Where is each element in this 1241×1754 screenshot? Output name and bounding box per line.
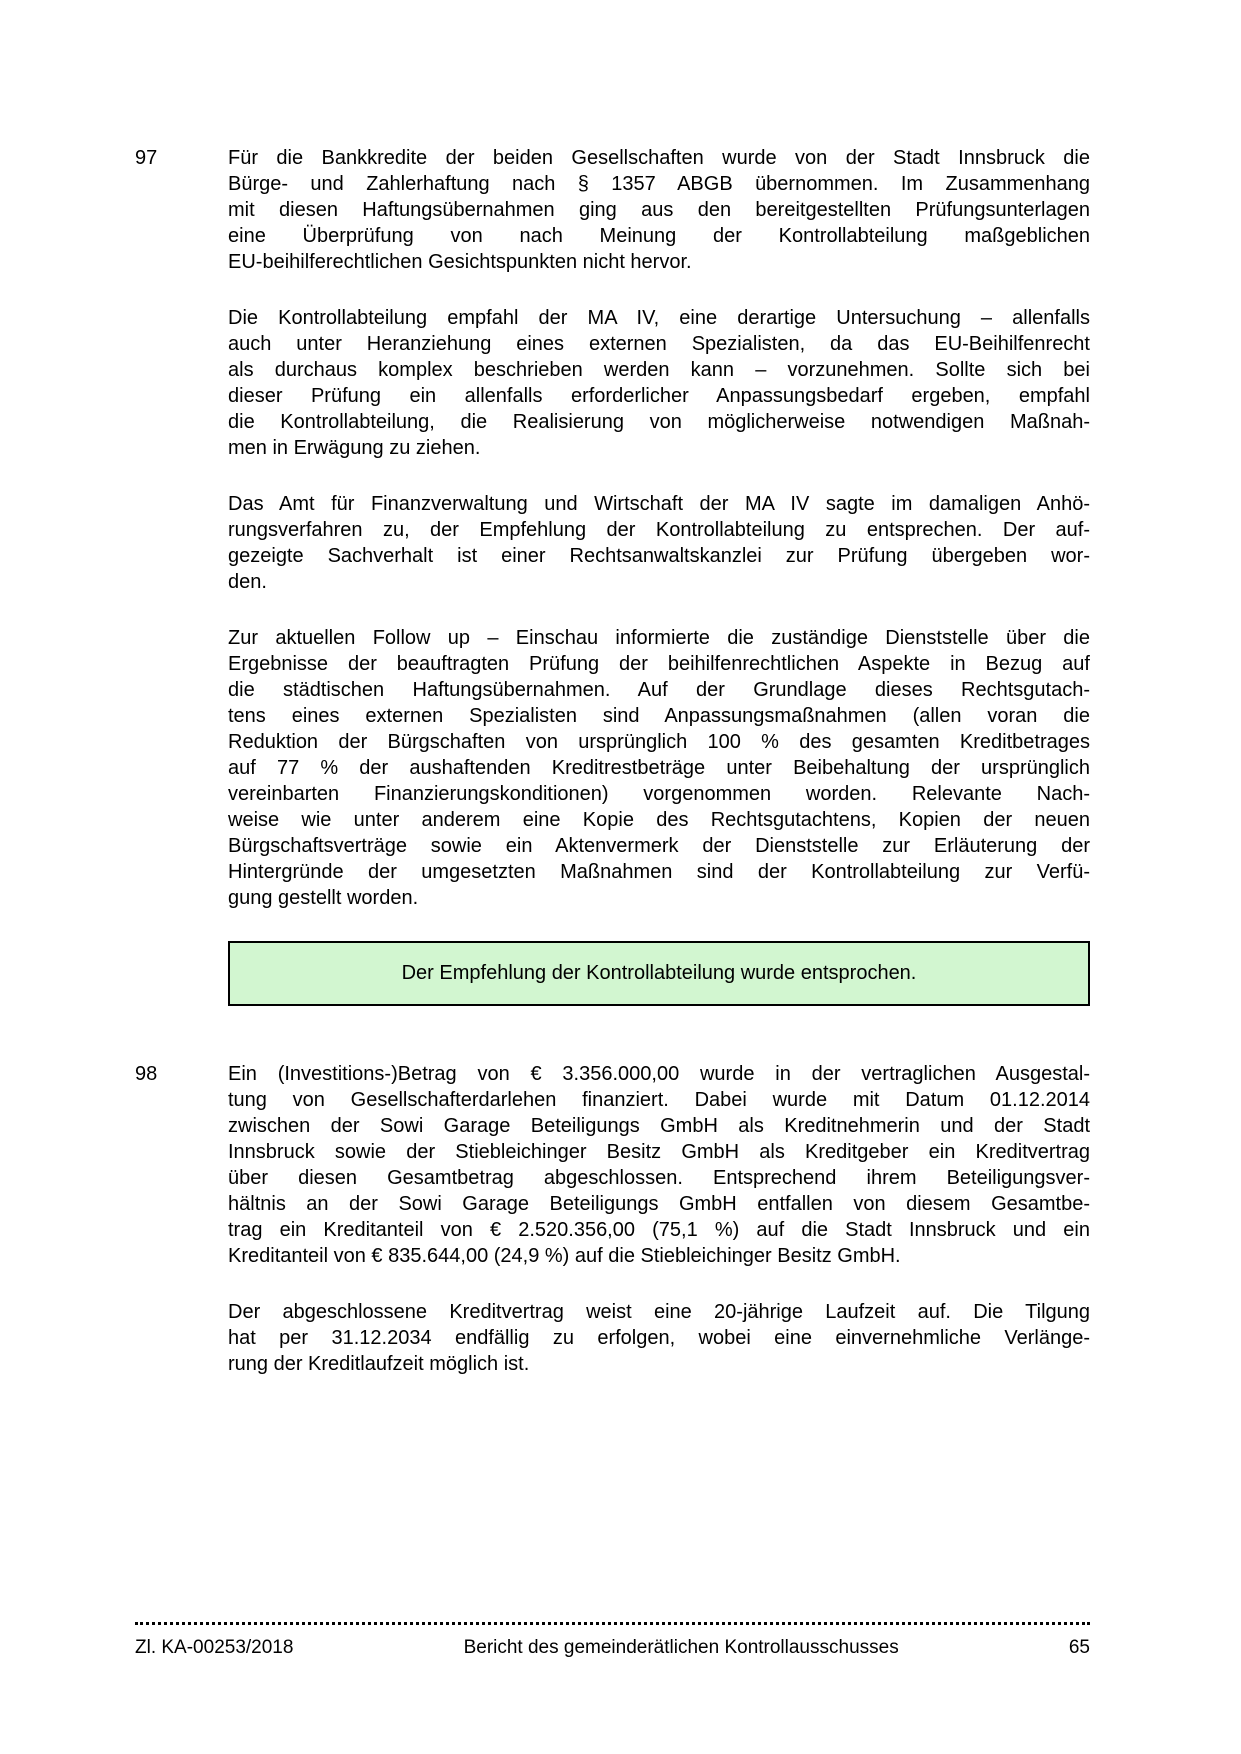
text-line: gezeigte Sachverhalt ist einer Rechtsanwaltskanzlei zur Prüfung übergeben wor- [228, 545, 1090, 567]
text-line: weise wie unter anderem eine Kopie des Rechtsgutachtens, Kopien der neuen [228, 809, 1090, 831]
text-line: tens eines externen Spezialisten sind Anpassungsmaßnahmen (allen voran die [228, 705, 1090, 727]
text-line: dieser Prüfung ein allenfalls erforderlicher Anpassungsbedarf ergeben, empfahl [228, 385, 1090, 407]
text-line: hältnis an der Sowi Garage Beteiligungs GmbH entfallen von diesem Gesamtbe- [228, 1193, 1090, 1215]
text-line: Hintergründe der umgesetzten Maßnahmen sind der Kontrollabteilung zur Verfü- [228, 861, 1090, 883]
text-line: Der abgeschlossene Kreditvertrag weist eine 20-jährige Laufzeit auf. Die Tilgung [228, 1301, 1090, 1323]
text-line: eine Überprüfung von nach Meinung der Kontrollabteilung maßgeblichen [228, 225, 1090, 247]
text-line: men in Erwägung zu ziehen. [228, 437, 481, 459]
paragraph [228, 1299, 1090, 1377]
text-line: gung gestellt worden. [228, 887, 419, 909]
section-98 [135, 1061, 1090, 1377]
text-line: Reduktion der Bürgschaften von ursprünglich 100 % des gesamten Kreditbetrages [228, 731, 1090, 753]
paragraph [228, 305, 1090, 461]
paragraph [228, 491, 1090, 595]
footer-title: Bericht des gemeinderätlichen Kontrollausschusses [463, 1637, 899, 1658]
section-97 [135, 145, 1090, 911]
text-line: hat per 31.12.2034 endfällig zu erfolgen, wobei eine einvernehmliche Verlänge- [228, 1327, 1090, 1349]
text-line: Das Amt für Finanzverwaltung und Wirtschaft der MA IV sagte im damaligen Anhö- [228, 493, 1090, 515]
text-line: Kreditanteil von € 835.644,00 (24,9 %) auf die Stiebleichinger Besitz GmbH. [228, 1245, 901, 1267]
text-line: EU-beihilferechtlichen Gesichtspunkten nicht hervor. [228, 251, 692, 273]
text-line: zwischen der Sowi Garage Beteiligungs GmbH als Kreditnehmerin und der Stadt [228, 1115, 1090, 1137]
footer-page-number: 65 [1068, 1637, 1090, 1658]
text-line: als durchaus komplex beschrieben werden kann – vorzunehmen. Sollte sich bei [228, 359, 1090, 381]
paragraph [228, 145, 1090, 275]
text-line: Ein (Investitions-)Betrag von € 3.356.000,00 wurde in der vertraglichen Ausgestal- [228, 1063, 1090, 1085]
section-number: 97 [135, 147, 158, 169]
text-line: Die Kontrollabteilung empfahl der MA IV, eine derartige Untersuchung – allenfalls [228, 307, 1090, 329]
text-line: rungsverfahren zu, der Empfehlung der Kontrollabteilung zu entsprechen. Der auf- [228, 519, 1090, 541]
section-number: 98 [135, 1063, 158, 1085]
text-line: trag ein Kreditanteil von € 2.520.356,00 (75,1 %) auf die Stadt Innsbruck und ein [228, 1219, 1090, 1241]
page-footer [135, 1622, 1090, 1659]
text-line: über diesen Gesamtbetrag abgeschlossen. Entsprechend ihrem Beteiligungsver- [228, 1167, 1090, 1189]
paragraph [228, 625, 1090, 911]
text-line: auf 77 % der aushaftenden Kreditrestbeträge unter Beibehaltung der ursprünglich [228, 757, 1090, 779]
page-content [135, 145, 1090, 1377]
recommendation-status-box [228, 941, 1090, 1006]
text-line: den. [228, 571, 267, 593]
footer-reference: Zl. KA-00253/2018 [135, 1637, 294, 1658]
text-line: Für die Bankkredite der beiden Gesellschaften wurde von der Stadt Innsbruck die [228, 147, 1090, 169]
recommendation-status-text: Der Empfehlung der Kontrollabteilung wurde entsprochen. [401, 962, 917, 984]
text-line: Ergebnisse der beauftragten Prüfung der beihilfenrechtlichen Aspekte in Bezug auf [228, 653, 1090, 675]
text-line: Innsbruck sowie der Stiebleichinger Besitz GmbH als Kreditgeber ein Kreditvertrag [228, 1141, 1090, 1163]
text-line: vereinbarten Finanzierungskonditionen) vorgenommen worden. Relevante Nach- [228, 783, 1090, 805]
paragraph [228, 1061, 1090, 1269]
text-line: rung der Kreditlaufzeit möglich ist. [228, 1353, 530, 1375]
text-line: tung von Gesellschafterdarlehen finanziert. Dabei wurde mit Datum 01.12.2014 [228, 1089, 1090, 1111]
text-line: Bürge- und Zahlerhaftung nach § 1357 ABGB übernommen. Im Zusammenhang [228, 173, 1090, 195]
text-line: auch unter Heranziehung eines externen Spezialisten, da das EU-Beihilfenrecht [228, 333, 1090, 355]
text-line: die Kontrollabteilung, die Realisierung von möglicherweise notwendigen Maßnah- [228, 411, 1090, 433]
section-body [228, 145, 1090, 911]
text-line: Zur aktuellen Follow up – Einschau informierte die zuständige Dienststelle über die [228, 627, 1090, 649]
text-line: mit diesen Haftungsübernahmen ging aus den bereitgestellten Prüfungsunterlagen [228, 199, 1090, 221]
section-body [228, 1061, 1090, 1377]
text-line: Bürgschaftsverträge sowie ein Aktenvermerk der Dienststelle zur Erläuterung der [228, 835, 1090, 857]
text-line: die städtischen Haftungsübernahmen. Auf der Grundlage dieses Rechtsgutach- [228, 679, 1090, 701]
